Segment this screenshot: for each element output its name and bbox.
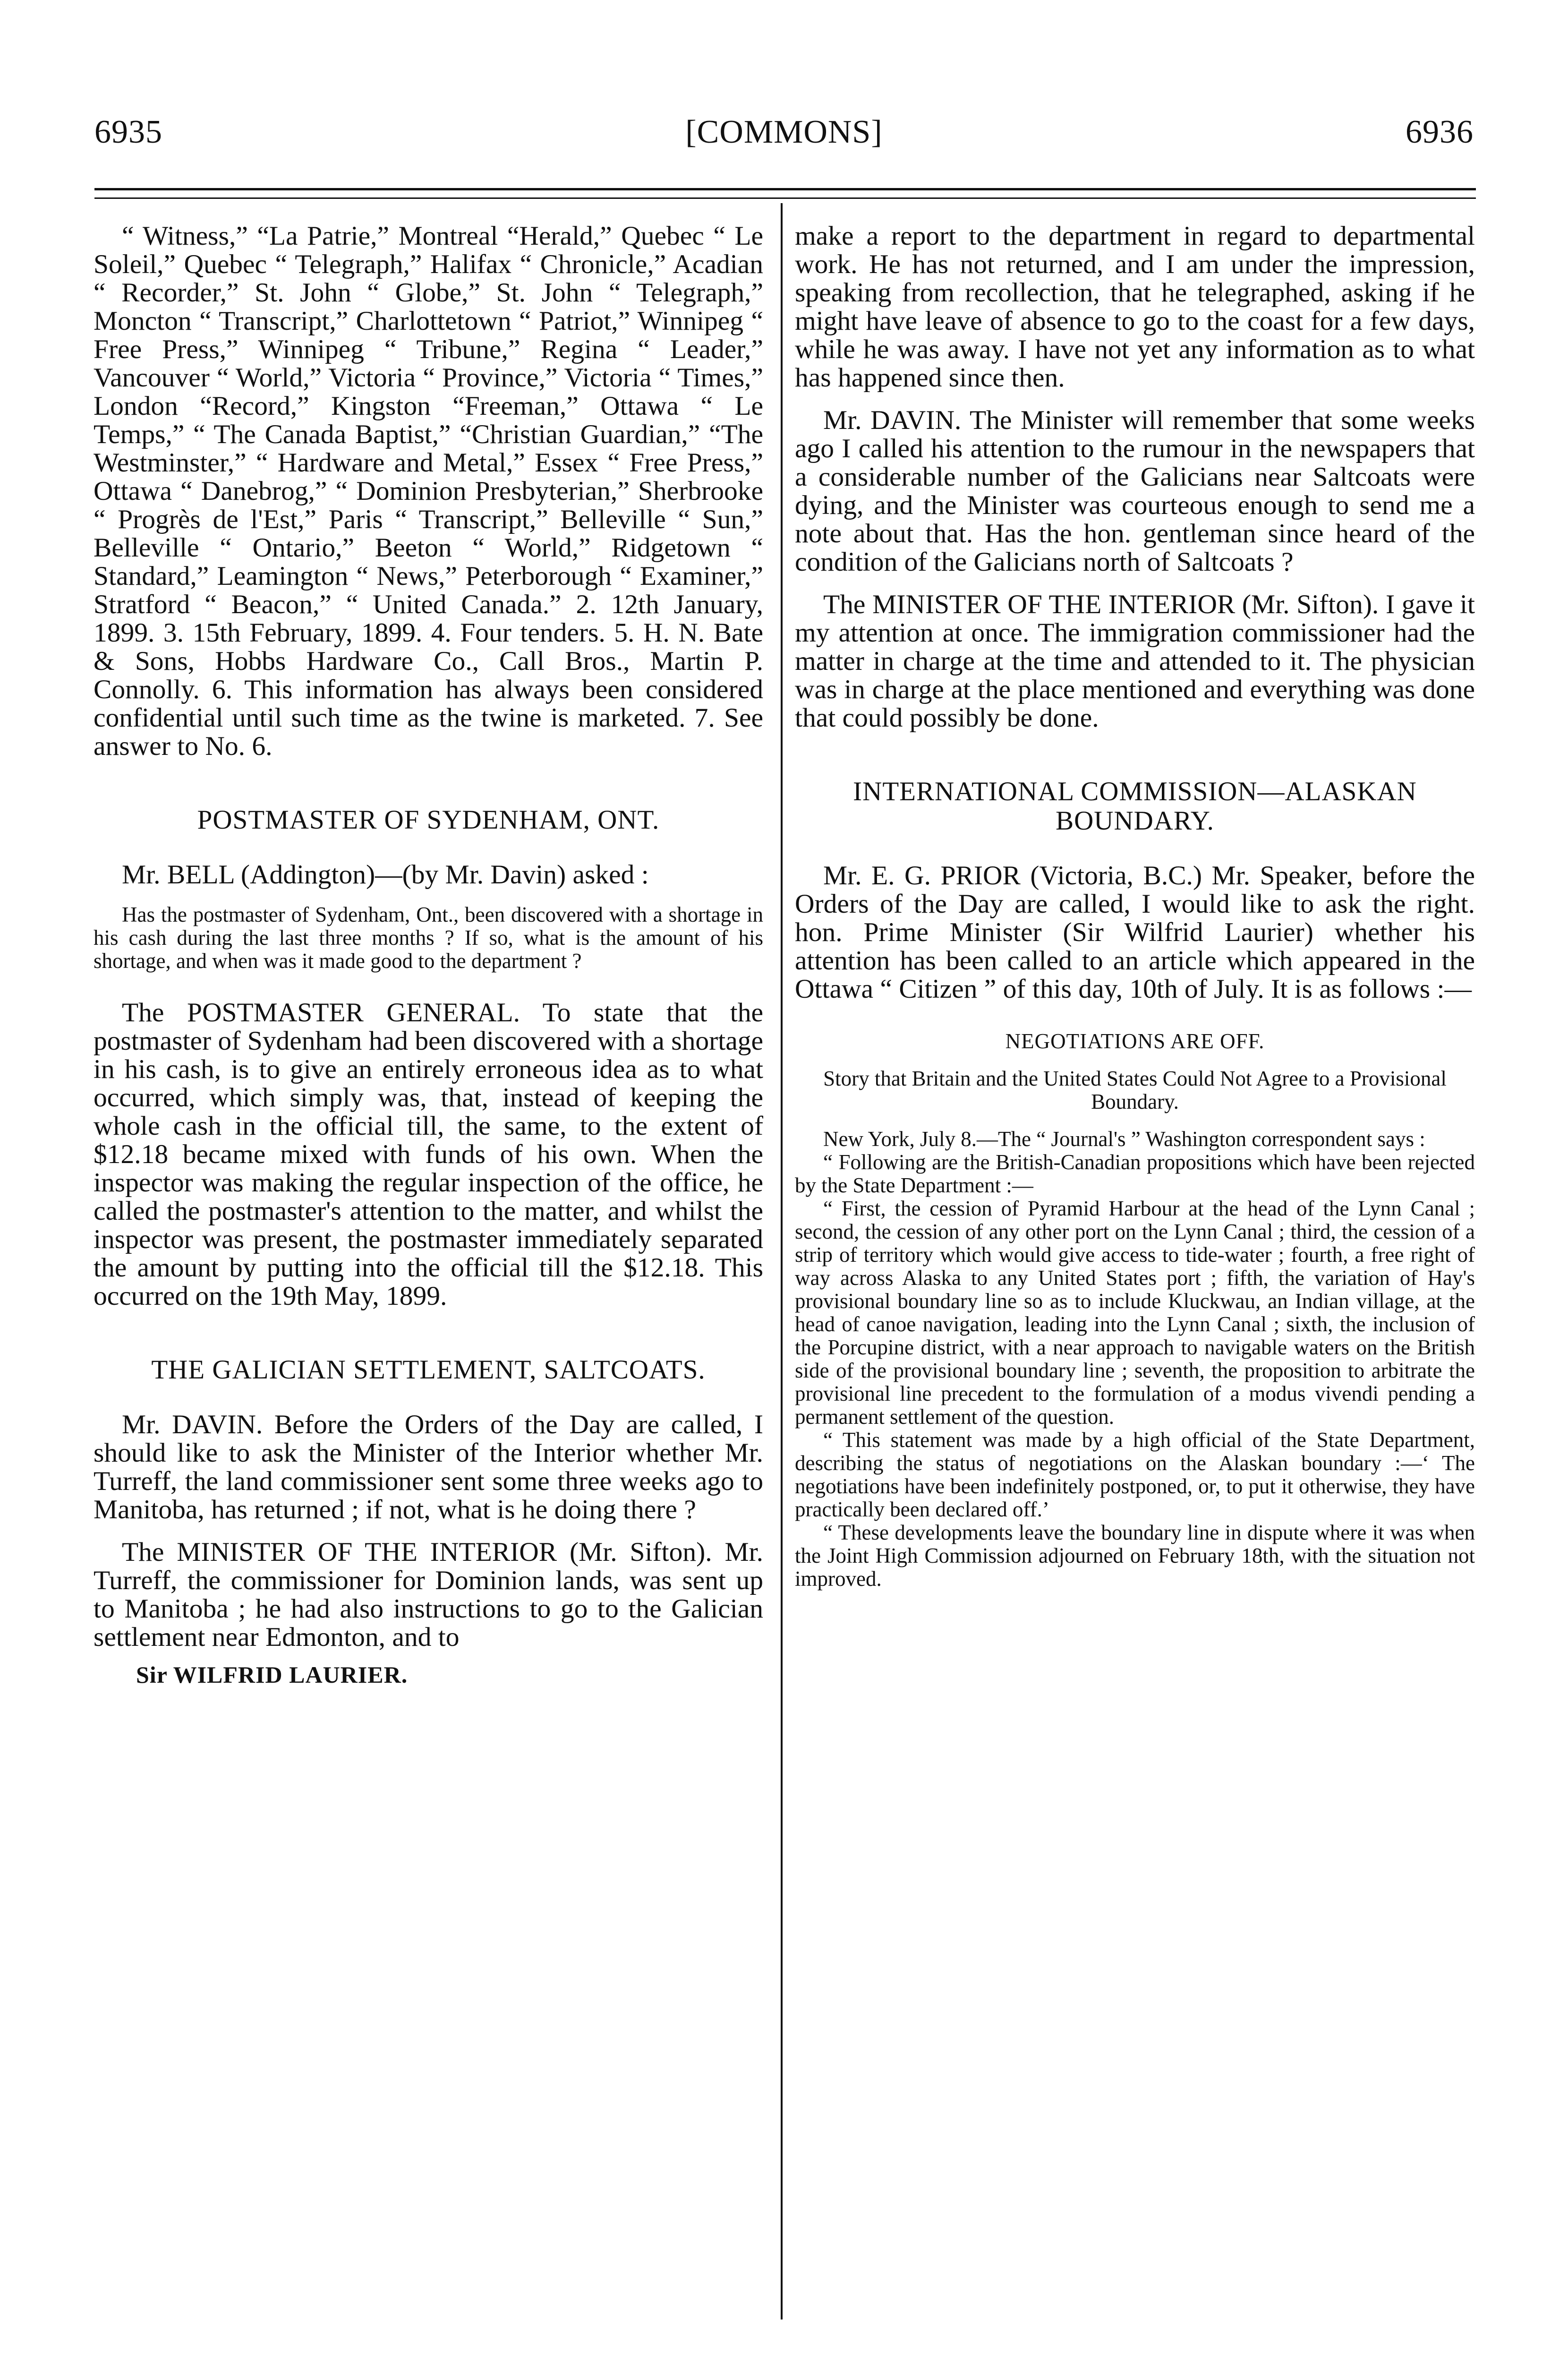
left-page-number: 6935 <box>94 114 162 150</box>
speaker-signature: Sir WILFRID LAURIER. <box>136 1661 408 1688</box>
minister-answer-continuation: make a report to the department in regard to departmental work. He has not returned, and I am under the impression, speaking from recollection, that he telegraphed, asking if he might have leave of absence to go to the coast for a few days, while he was away. I have not yet any information as to what has happened since then. <box>795 221 1475 393</box>
article-paragraph-4: “ This statement was made by a high official of the State Department, describing the status of negotiations on the Alaskan boundary :—‘ The negotiations have been indefinitely postponed, or, to put it otherwise, they have practically been declared off.’ <box>795 1428 1475 1521</box>
page-header-title: [COMMONS] <box>685 114 883 150</box>
section-heading-galician-settlement: THE GALICIAN SETTLEMENT, SALTCOATS. <box>151 1355 706 1385</box>
bell-asked-line: Mr. BELL (Addington)—(by Mr. Davin) asked : <box>122 860 649 890</box>
left-column <box>94 222 763 1688</box>
minister-interior-answer-2: The MINISTER OF THE INTERIOR (Mr. Sifton). I gave it my attention at once. The immigration commissioner had the matter in charge at the time and attended to it. The physician was in charge at the place mentioned and everything was done that could possibly be done. <box>795 590 1475 733</box>
article-paragraph-1: New York, July 8.—The “ Journal's ” Washington correspondent says : <box>823 1127 1425 1151</box>
davin-question-2: Mr. DAVIN. The Minister will remember that some weeks ago I called his attention to the rumour in the newspapers that a considerable number of the Galicians near Saltcoats were dying, and the Minister was courteous enough to send me a note about that. Has the hon. gentleman since heard of the condition of the Galicians north of Saltcoats ? <box>795 405 1475 577</box>
section-heading-alaskan-boundary: INTERNATIONAL COMMISSION—ALASKAN BOUNDARY. <box>853 777 1417 836</box>
header-rule-top <box>94 188 1476 190</box>
right-page-number: 6936 <box>1406 114 1474 150</box>
article-paragraph-2: “ Following are the British-Canadian propositions which have been rejected by the State Department :— <box>795 1150 1475 1197</box>
bell-question: Has the postmaster of Sydenham, Ont., been discovered with a shortage in his cash during the last three months ? If so, what is the amount of his shortage, and when was it made good to the department ? <box>94 903 763 973</box>
davin-question-1: Mr. DAVIN. Before the Orders of the Day are called, I should like to ask the Minister of the Interior whether Mr. Turreff, the land commissioner sent some three weeks ago to Manitoba, has returned ; if not, what is he doing there ? <box>94 1410 763 1524</box>
article-subtitle: Story that Britain and the United States Could Not Agree to a Provisional Boundary. <box>823 1067 1447 1113</box>
header-rule-bottom <box>94 197 1476 199</box>
prior-question: Mr. E. G. PRIOR (Victoria, B.C.) Mr. Speaker, before the Orders of the Day are called, I would like to ask the right. hon. Prime Minister (Sir Wilfrid Laurier) whether his attention has been called to an article which appeared in the Ottawa “ Citizen ” of this day, 10th of July. It is as follows :— <box>795 861 1475 1004</box>
minister-interior-answer-1: The MINISTER OF THE INTERIOR (Mr. Sifton). Mr. Turreff, the commissioner for Dominion lands, was sent up to Manitoba ; he had also instructions to go to the Galician settlement near Edmonton, and to <box>94 1537 763 1652</box>
article-headline: NEGOTIATIONS ARE OFF. <box>1005 1029 1265 1053</box>
newspaper-list-paragraph: “ Witness,” “La Patrie,” Montreal “Herald,” Quebec “ Le Soleil,” Quebec “ Telegraph,” Halifax “ Chronicle,” Acadian “ Recorder,” St. John “ Globe,” St. John “ Telegraph,” Moncton “ Transcript,” Charlottetown “ Patriot,” Winnipeg “ Free Press,” Winnipeg “ Tribune,” Regina “ Leader,” Vancouver “ World,” Victoria “ Province,” Victoria “ Times,” London “Record,” Kingston “Freeman,” Ottawa “ Le Temps,” “ The Canada Baptist,” “Christian Guardian,” “The Westminster,” “ Hardware and Metal,” Essex “ Free Press,” Ottawa “ Danebrog,” “ Dominion Presbyterian,” Sherbrooke “ Progrès de l'Est,” Paris “ Transcript,” Belleville “ Sun,” Belleville “ Ontario,” Beeton “ World,” Ridgetown “ Standard,” Leamington “ News,” Peterborough “ Examiner,” Stratford “ Beacon,” “ United Canada.” 2. 12th January, 1899. 3. 15th February, 1899. 4. Four tenders. 5. H. N. Bate & Sons, Hobbs Hardware Co., Call Bros., Martin P. Connolly. 6. This information has always been considered confidential until such time as the twine is marketed. 7. See answer to No. 6. <box>94 221 763 761</box>
article-paragraph-5: “ These developments leave the boundary line in dispute where it was when the Joint High Commission adjourned on February 18th, with the situation not improved. <box>795 1521 1475 1591</box>
column-divider <box>781 203 783 2319</box>
postmaster-general-answer: The POSTMASTER GENERAL. To state that the postmaster of Sydenham had been discovered with a shortage in his cash, is to give an entirely erroneous idea as to what occurred, which simply was, that, instead of keeping the whole cash in the official till, the same, to the extent of $12.18 became mixed with funds of his own. When the inspector was making the regular inspection of the office, he called the postmaster's attention to the matter, and whilst the inspector was present, the postmaster immediately separated the amount by putting into the official till the $12.18. This occurred on the 19th May, 1899. <box>94 998 763 1311</box>
article-paragraph-3: “ First, the cession of Pyramid Harbour at the head of the Lynn Canal ; second, the cession of any other port on the Lynn Canal ; third, the cession of a strip of territory which would give access to tide-water ; fourth, a free right of way across Alaska to any United States port ; fifth, the variation of Hay's provisional boundary line so as to include Kluckwau, an Indian village, at the head of canoe navigation, leading into the Lynn Canal ; sixth, the inclusion of the Porcupine district, with a near approach to navigable waters on the British side of the provisional boundary line ; seventh, the proposition to arbitrate the provisional line precedent to the formulation of a modus vivendi pending a permanent settlement of the question. <box>795 1197 1475 1429</box>
right-column <box>795 222 1475 1591</box>
section-heading-postmaster-sydenham: POSTMASTER OF SYDENHAM, ONT. <box>197 805 660 835</box>
